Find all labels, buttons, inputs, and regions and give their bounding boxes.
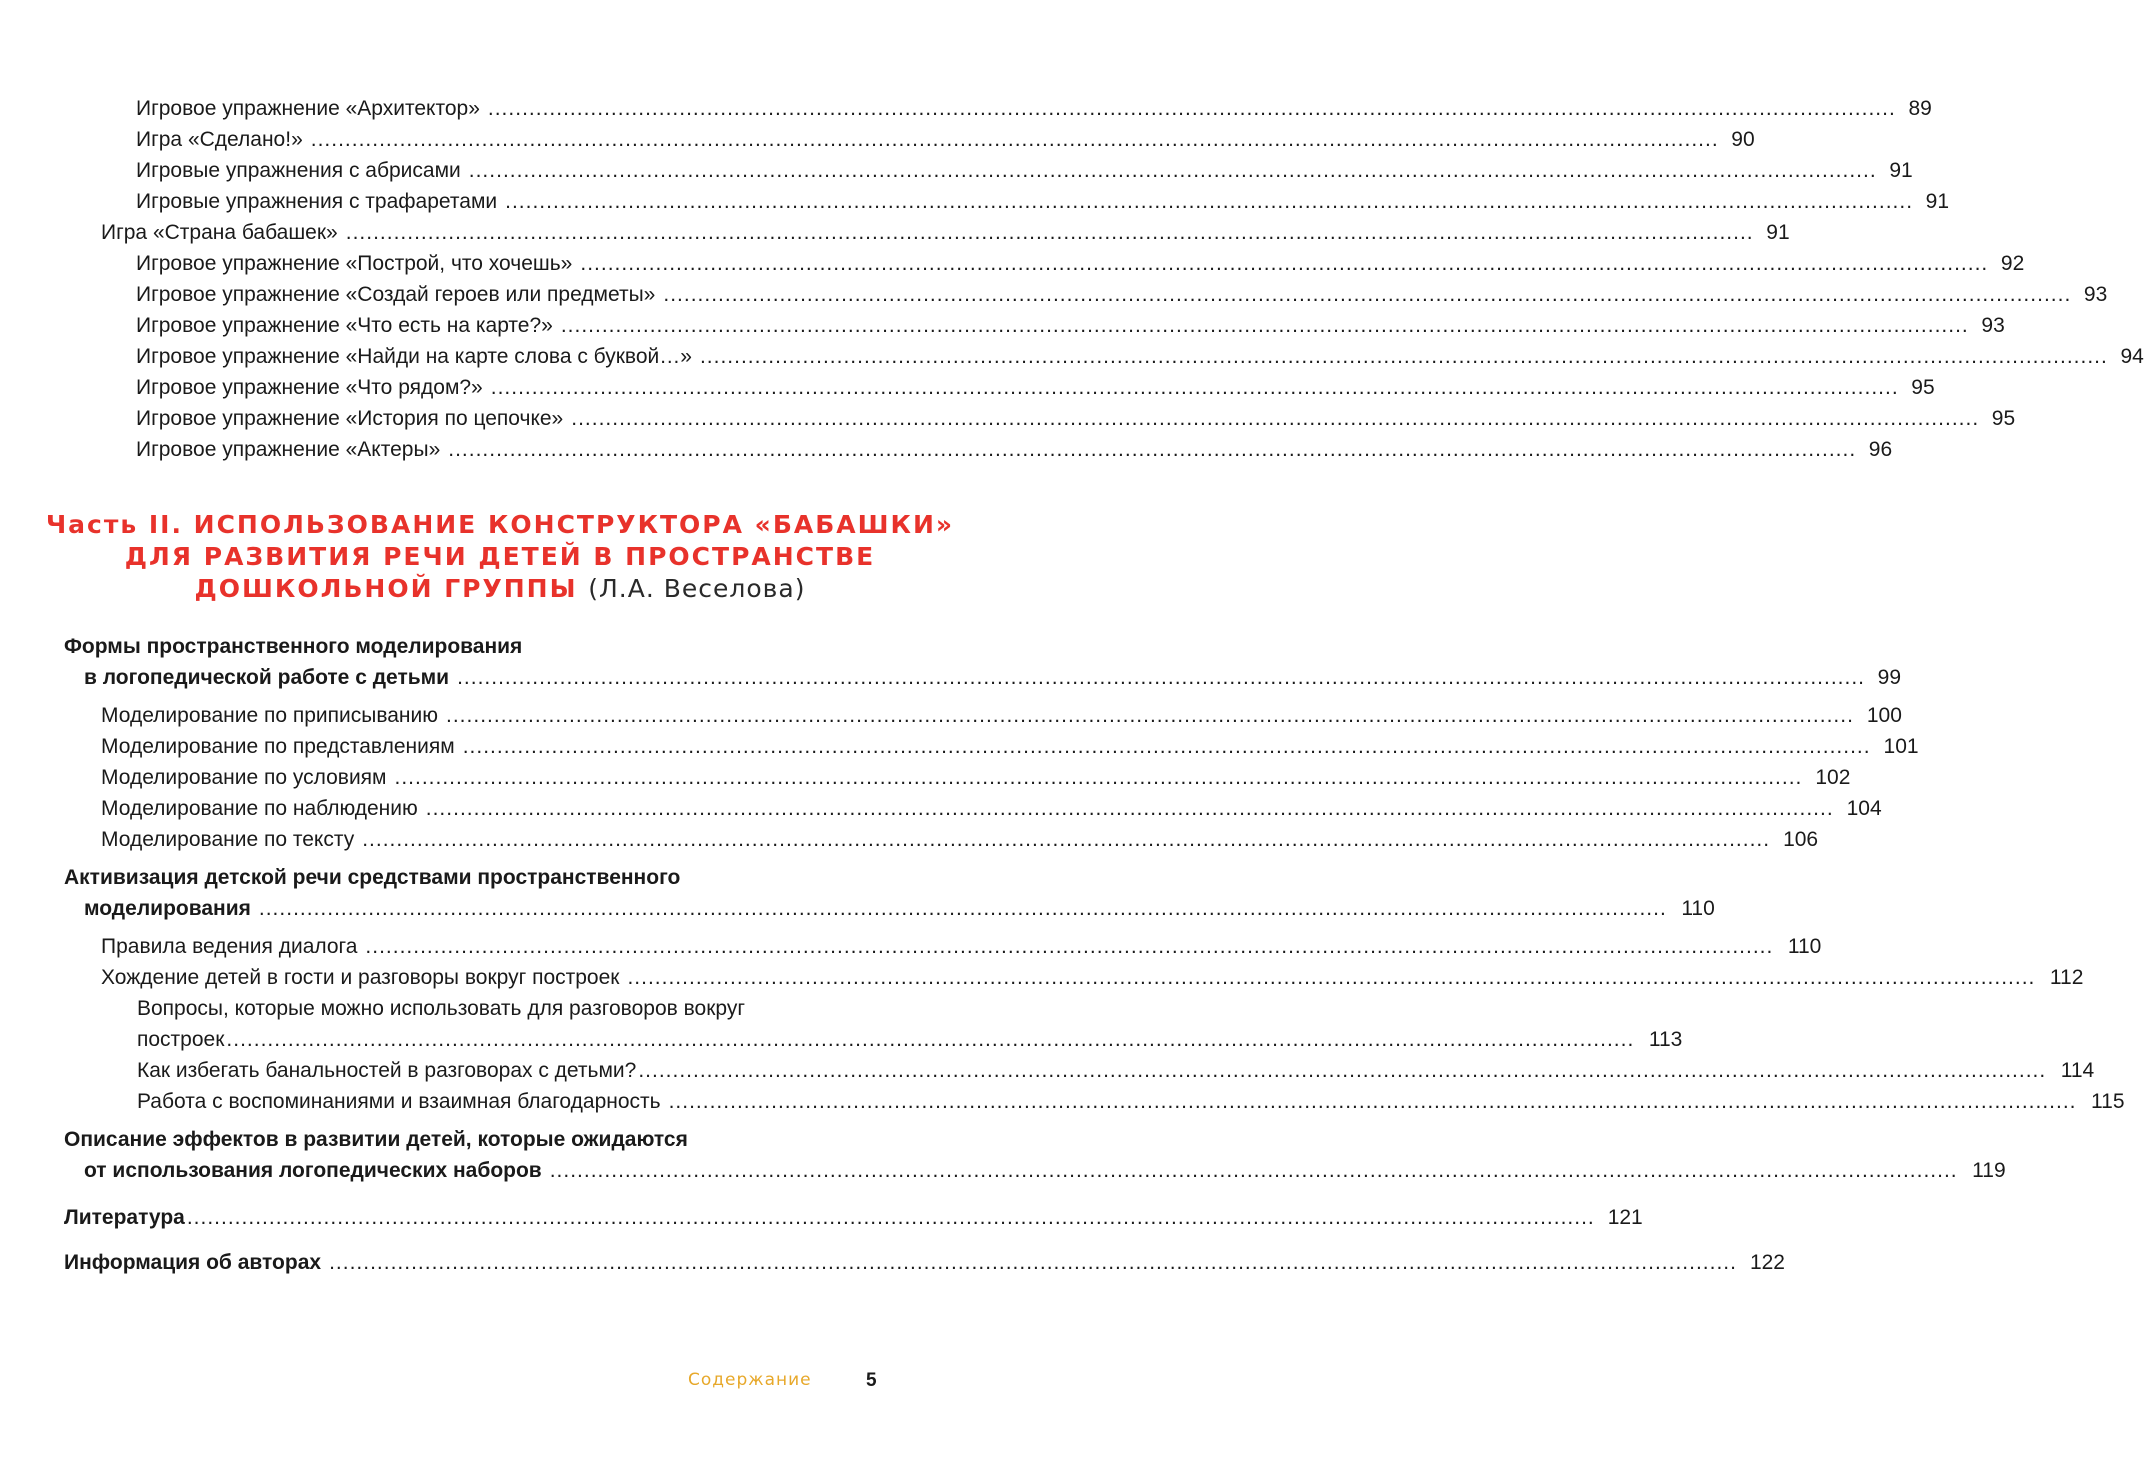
toc-entry[interactable] bbox=[0, 1056, 2095, 1086]
section-title[interactable]: Активизация детской речи средствами пространственного bbox=[64, 866, 681, 889]
leader-dots bbox=[226, 1025, 1634, 1055]
toc-entry[interactable] bbox=[0, 249, 2025, 279]
toc-entry-title: Игровое упражнение «Архитектор» bbox=[136, 97, 480, 120]
toc-entry-page: 99 bbox=[1877, 666, 1901, 689]
toc-entry-page: 92 bbox=[2000, 252, 2025, 275]
leader-dots bbox=[488, 94, 1896, 124]
toc-entry-page: 91 bbox=[1889, 159, 1913, 182]
toc-entry[interactable] bbox=[0, 435, 1893, 465]
toc-entry[interactable] bbox=[0, 1025, 1683, 1055]
toc-entry[interactable] bbox=[0, 156, 1913, 186]
toc-entry-title: Правила ведения диалога bbox=[101, 935, 358, 958]
footer-page-number: 5 bbox=[866, 1370, 877, 1391]
toc-entry[interactable] bbox=[0, 1156, 2006, 1186]
toc-entry-page: 119 bbox=[1972, 1159, 2006, 1182]
toc-entry-authors[interactable] bbox=[0, 1248, 1785, 1278]
leader-dots bbox=[426, 794, 1834, 824]
toc-entry-title: моделирования bbox=[84, 897, 251, 920]
toc-entry-title: Игровые упражнения с трафаретами bbox=[136, 190, 498, 213]
toc-entry-title: Хождение детей в гости и разговоры вокруг построек bbox=[101, 966, 620, 989]
toc-entry-title: построек bbox=[137, 1028, 225, 1051]
toc-entry[interactable] bbox=[0, 825, 1819, 855]
leader-dots bbox=[663, 280, 2071, 310]
toc-entry[interactable] bbox=[0, 894, 1715, 924]
toc-entry-title: Игровое упражнение «Актеры» bbox=[136, 438, 441, 461]
toc-entry-page: 95 bbox=[1911, 376, 1935, 399]
toc-entry-title: Моделирование по наблюдению bbox=[101, 797, 418, 820]
leader-dots bbox=[457, 663, 1865, 693]
toc-entry-page: 93 bbox=[1981, 314, 2005, 337]
leader-dots bbox=[627, 963, 2035, 993]
toc-entry[interactable] bbox=[0, 280, 2108, 310]
toc-entry-page: 91 bbox=[1766, 221, 1790, 244]
leader-dots bbox=[362, 825, 1770, 855]
toc-entry-page: 94 bbox=[2120, 345, 2144, 368]
part-heading-line3-text: ДОШКОЛЬНОЙ ГРУППЫ bbox=[194, 574, 578, 603]
toc-entry-page: 101 bbox=[1883, 735, 1919, 758]
toc-entry-title: Игровое упражнение «Что есть на карте?» bbox=[136, 314, 553, 337]
toc-entry[interactable] bbox=[0, 373, 1935, 403]
toc-entry-page: 100 bbox=[1866, 704, 1902, 727]
toc-entry-title: Моделирование по приписыванию bbox=[101, 704, 439, 727]
toc-entry-page: 113 bbox=[1648, 1028, 1683, 1051]
toc-entry-title: Игра «Сделано!» bbox=[136, 128, 303, 151]
toc-entry-page: 104 bbox=[1846, 797, 1882, 820]
toc-entry-page: 91 bbox=[1925, 190, 1950, 213]
leader-dots bbox=[505, 187, 1913, 217]
leader-dots bbox=[365, 932, 1773, 962]
toc-entry[interactable] bbox=[0, 963, 2084, 993]
section-title[interactable]: Описание эффектов в развитии детей, которые ожидаются bbox=[64, 1128, 688, 1151]
part-author: (Л.А. Веселова) bbox=[588, 574, 806, 603]
leader-dots bbox=[259, 894, 1667, 924]
toc-entry-title: Игровое упражнение «Создай героев или предметы» bbox=[136, 283, 656, 306]
toc-entry[interactable] bbox=[0, 342, 2144, 372]
toc-entry-page: 112 bbox=[2049, 966, 2084, 989]
toc-entry[interactable] bbox=[0, 732, 1919, 762]
leader-dots bbox=[669, 1087, 2077, 1117]
toc-entry-page: 102 bbox=[1815, 766, 1851, 789]
toc-entry-title: Информация об авторах bbox=[64, 1251, 322, 1274]
toc-entry-title: от использования логопедических наборов bbox=[84, 1159, 542, 1182]
leader-dots bbox=[550, 1156, 1958, 1186]
toc-entry-title: Игровое упражнение «Что рядом?» bbox=[136, 376, 483, 399]
toc-entry-page: 110 bbox=[1787, 935, 1822, 958]
leader-dots bbox=[448, 435, 1856, 465]
toc-entry[interactable] bbox=[0, 701, 1902, 731]
leader-dots bbox=[638, 1056, 2046, 1086]
toc-entry[interactable] bbox=[0, 94, 1932, 124]
toc-entry-title: Игра «Страна бабашек» bbox=[101, 221, 338, 244]
toc-entry-page: 110 bbox=[1681, 897, 1715, 920]
toc-entry-title: Игровое упражнение «Найди на карте слова с буквой…» bbox=[136, 345, 692, 368]
leader-dots bbox=[561, 311, 1969, 341]
toc-entry[interactable] bbox=[0, 187, 1950, 217]
leader-dots bbox=[580, 249, 1988, 279]
toc-entry-title: Литература bbox=[64, 1206, 185, 1229]
part-heading-line3 bbox=[0, 572, 1000, 605]
leader-dots bbox=[446, 701, 1854, 731]
toc-entry[interactable] bbox=[0, 125, 1755, 155]
part-heading-line2: ДЛЯ РАЗВИТИЯ РЕЧИ ДЕТЕЙ В ПРОСТРАНСТВЕ bbox=[124, 542, 876, 571]
toc-entry-title: в логопедической работе с детьми bbox=[84, 666, 450, 689]
toc-entry-title: Игровые упражнения с абрисами bbox=[136, 159, 461, 182]
toc-entry-page: 122 bbox=[1749, 1251, 1785, 1274]
toc-entry-page: 114 bbox=[2060, 1059, 2095, 1082]
toc-entry-page: 93 bbox=[2083, 283, 2108, 306]
leader-dots bbox=[346, 218, 1754, 248]
toc-entry-page: 115 bbox=[2091, 1090, 2125, 1113]
leader-dots bbox=[187, 1203, 1595, 1233]
leader-dots bbox=[394, 763, 1802, 793]
toc-entry-title: Моделирование по тексту bbox=[101, 828, 355, 851]
leader-dots bbox=[463, 732, 1871, 762]
toc-entry-page: 89 bbox=[1908, 97, 1932, 120]
toc-entry[interactable] bbox=[0, 794, 1882, 824]
toc-entry-title: Как избегать банальностей в разговорах с детьми? bbox=[137, 1059, 637, 1082]
toc-entry-page: 121 bbox=[1607, 1206, 1643, 1229]
toc-entry-page: 106 bbox=[1783, 828, 1819, 851]
toc-entry-title: Моделирование по условиям bbox=[101, 766, 387, 789]
toc-entry-title: Моделирование по представлениям bbox=[101, 735, 455, 758]
leader-dots bbox=[571, 404, 1979, 434]
leader-dots bbox=[469, 156, 1877, 186]
toc-entry-page: 90 bbox=[1731, 128, 1755, 151]
toc-entry[interactable] bbox=[0, 763, 1851, 793]
leader-dots bbox=[329, 1248, 1737, 1278]
toc-entry[interactable] bbox=[0, 663, 1901, 693]
leader-dots bbox=[491, 373, 1899, 403]
toc-entry-title: Игровое упражнение «История по цепочке» bbox=[136, 407, 564, 430]
toc-entry[interactable] bbox=[0, 404, 2016, 434]
leader-dots bbox=[311, 125, 1719, 155]
toc-entry-title: Работа с воспоминаниями и взаимная благодарность bbox=[137, 1090, 661, 1113]
part-heading-line1: Часть II. ИСПОЛЬЗОВАНИЕ КОНСТРУКТОРА «БАБАШКИ» bbox=[45, 510, 955, 539]
toc-entry[interactable] bbox=[0, 311, 2005, 341]
toc-entry-title: Игровое упражнение «Построй, что хочешь» bbox=[136, 252, 573, 275]
footer-section-label: Содержание bbox=[688, 1370, 812, 1390]
leader-dots bbox=[700, 342, 2108, 372]
section-title[interactable]: Формы пространственного моделирования bbox=[64, 635, 523, 658]
toc-entry-page: 96 bbox=[1868, 438, 1893, 461]
toc-entry[interactable] bbox=[0, 932, 1822, 962]
toc-entry-literature[interactable] bbox=[0, 1203, 1643, 1233]
toc-entry-page: 95 bbox=[1991, 407, 2016, 430]
toc-entry-title-line1[interactable]: Вопросы, которые можно использовать для разговоров вокруг bbox=[137, 997, 746, 1020]
toc-entry[interactable] bbox=[0, 1087, 2125, 1117]
toc-entry[interactable] bbox=[0, 218, 1790, 248]
